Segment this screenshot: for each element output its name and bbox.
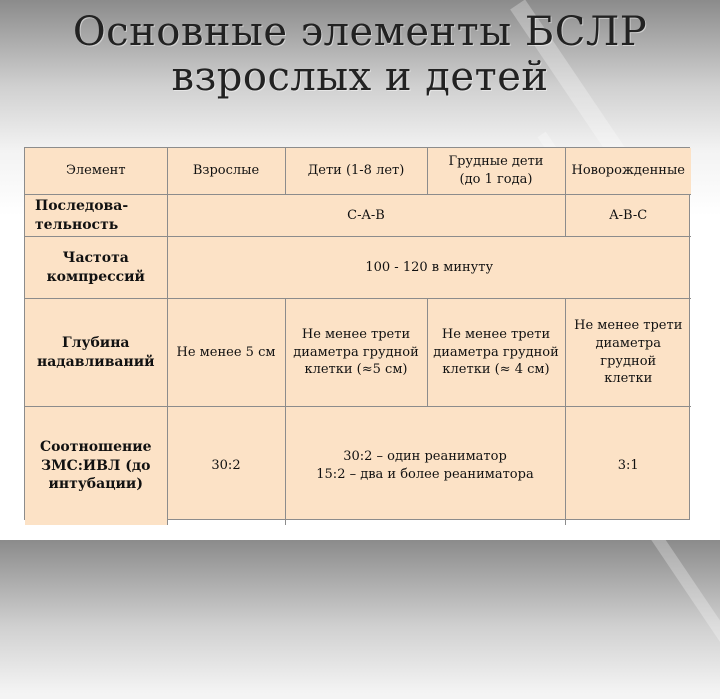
depth-children: Не менее трети диаметра грудной клетки (≈5 см) [285, 299, 427, 407]
ratio-children-infants: 30:2 – один реаниматор 15:2 – два и более реаниматора [285, 407, 565, 526]
header-infants: Грудные дети (до 1 года) [427, 148, 565, 195]
row-label-sequence: Последова- тельность [25, 195, 167, 237]
bls-table [24, 147, 690, 520]
slide-title [10, 10, 710, 100]
compression-rate-value: 100 - 120 в минуту [167, 237, 691, 299]
header-element: Элемент [25, 148, 167, 195]
header-newborns: Новорожденные [565, 148, 691, 195]
ratio-adults: 30:2 [167, 407, 285, 526]
row-label-ratio: Соотношение ЗМС:ИВЛ (до интубации) [25, 407, 167, 526]
header-adults: Взрослые [167, 148, 285, 195]
depth-adults: Не менее 5 см [167, 299, 285, 407]
depth-newborns: Не менее трети диаметра грудной клетки [565, 299, 691, 407]
bls-comparison-table [25, 148, 691, 525]
table-row [25, 407, 691, 526]
sequence-newborns: A-B-C [565, 195, 691, 237]
ratio-newborns: 3:1 [565, 407, 691, 526]
slide-title-line-2: взрослых и детей [171, 53, 549, 100]
row-label-depth: Глубина надавливаний [25, 299, 167, 407]
table-row [25, 237, 691, 299]
sequence-adults-children-infants: C-A-B [167, 195, 565, 237]
slide-title-line-1: Основные элементы БСЛР [72, 9, 648, 55]
table-header-row [25, 148, 691, 195]
header-children: Дети (1-8 лет) [285, 148, 427, 195]
table-row [25, 299, 691, 407]
row-label-rate: Частота компрессий [25, 237, 167, 299]
depth-infants: Не менее трети диаметра грудной клетки (≈ 4 см) [427, 299, 565, 407]
table-row [25, 195, 691, 237]
